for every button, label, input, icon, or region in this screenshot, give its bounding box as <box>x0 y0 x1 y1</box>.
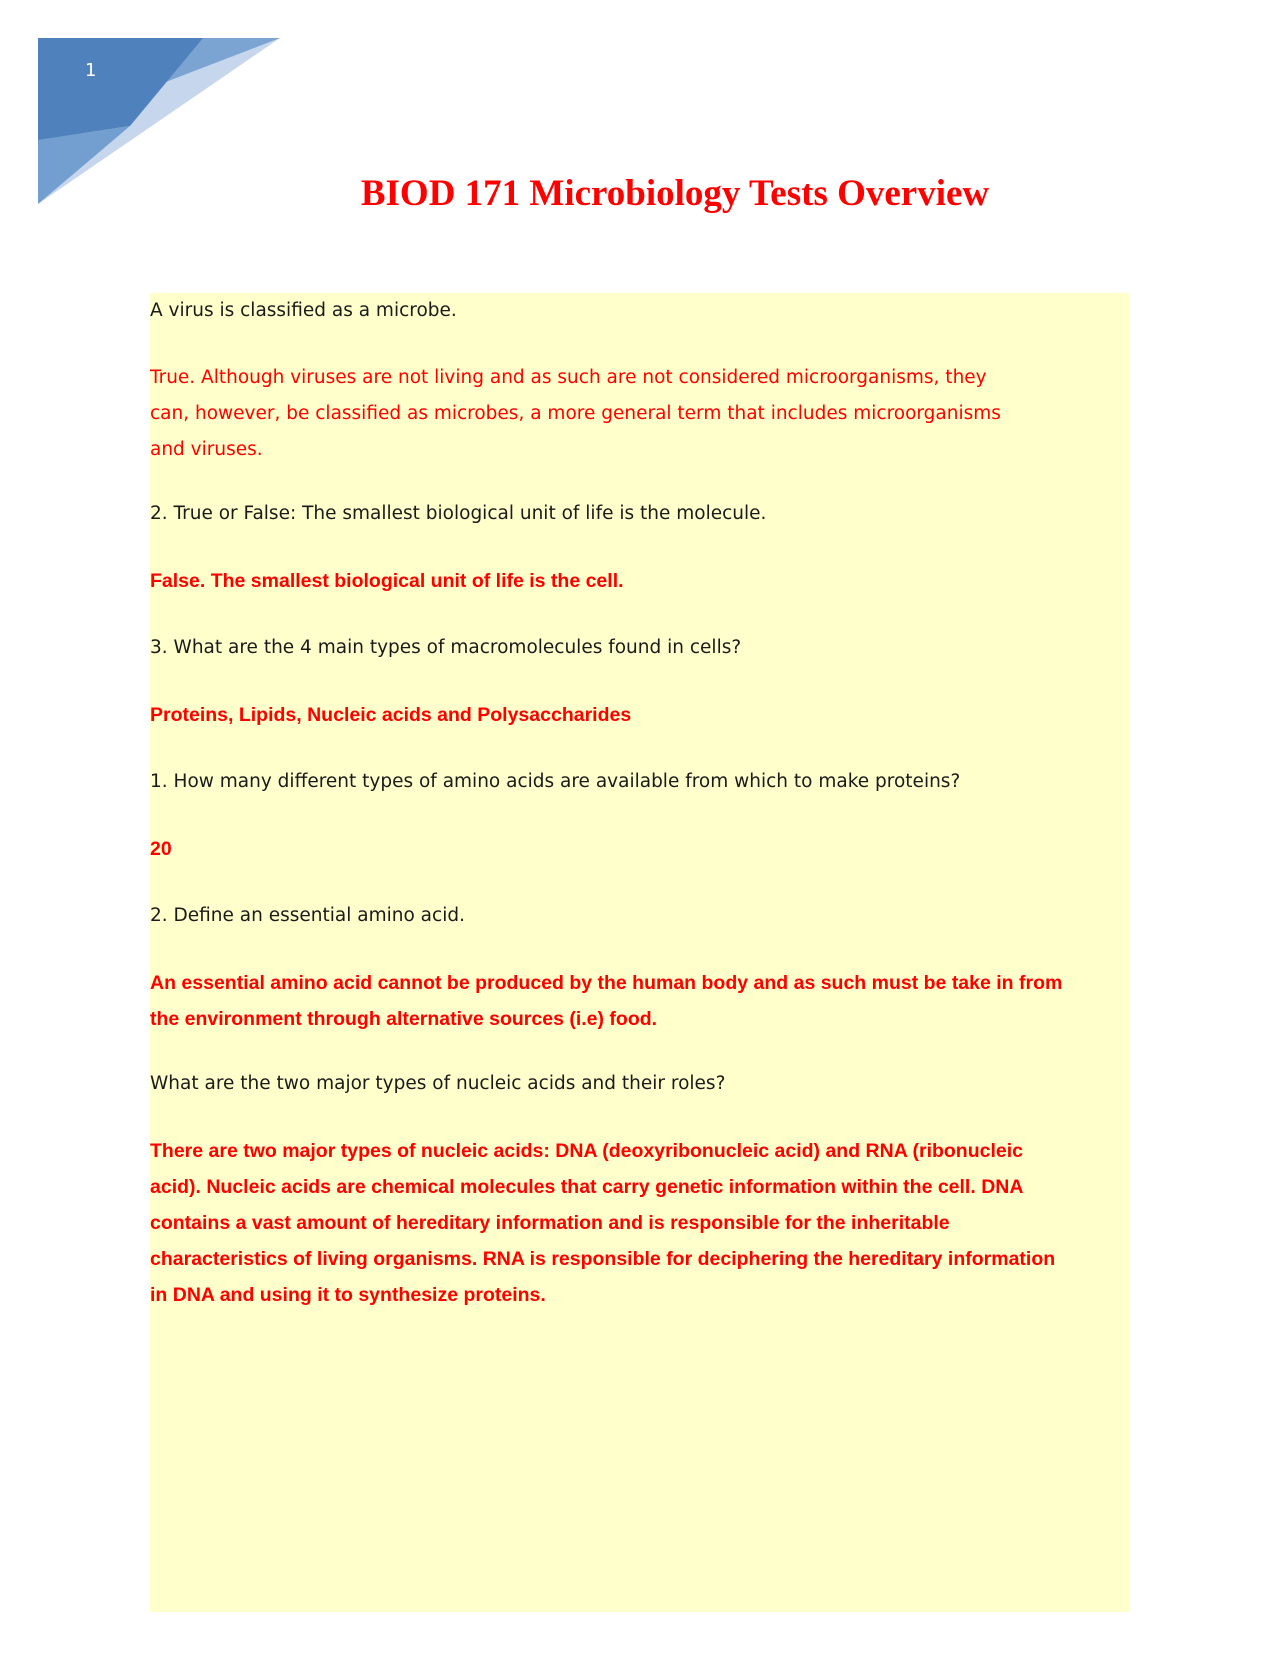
answer-line: the environment through alternative sources (i.e) food. <box>150 1008 658 1030</box>
answer-line: Proteins, Lipids, Nucleic acids and Polysaccharides <box>150 704 632 726</box>
qa-item-1 <box>150 293 1129 329</box>
answer-line: acid). Nucleic acids are chemical molecules that carry genetic information within the cell. DNA <box>150 1176 1024 1198</box>
answer-3 <box>150 697 1129 733</box>
page-title: BIOD 171 Microbiology Tests Overview <box>360 173 990 214</box>
content-highlight-box <box>150 293 1129 1612</box>
question: A virus is classified as a microbe. <box>150 300 457 321</box>
qa-item-5 <box>150 898 1129 934</box>
answer-line: True. Although viruses are not living and as such are not considered microorganisms, they <box>150 367 987 388</box>
page-number: 1 <box>85 60 97 81</box>
answer-6 <box>150 1133 1129 1313</box>
question: 2. True or False: The smallest biological unit of life is the molecule. <box>150 503 767 524</box>
answer-4 <box>150 831 1129 867</box>
answer-line: contains a vast amount of hereditary information and is responsible for the inheritable <box>150 1212 950 1234</box>
qa-item-3 <box>150 630 1129 666</box>
answer-line: and viruses. <box>150 439 263 460</box>
question: 3. What are the 4 main types of macromolecules found in cells? <box>150 637 742 658</box>
question: 1. How many different types of amino acids are available from which to make proteins? <box>150 771 961 792</box>
answer-line: An essential amino acid cannot be produced by the human body and as such must be take in from <box>150 972 1063 994</box>
question: What are the two major types of nucleic acids and their roles? <box>150 1073 726 1094</box>
answer-5 <box>150 965 1129 1037</box>
answer-line: characteristics of living organisms. RNA is responsible for deciphering the hereditary information <box>150 1248 1056 1270</box>
qa-item-6 <box>150 1066 1129 1102</box>
answer-line: in DNA and using it to synthesize proteins. <box>150 1284 546 1306</box>
answer-line: 20 <box>150 838 172 860</box>
answer-line: can, however, be classified as microbes, a more general term that includes microorganisms <box>150 403 1001 424</box>
answer-1 <box>150 360 1129 468</box>
answer-line: False. The smallest biological unit of life is the cell. <box>150 570 624 592</box>
qa-item-2 <box>150 496 1129 532</box>
answer-line: There are two major types of nucleic acids: DNA (deoxyribonucleic acid) and RNA (ribonucleic <box>150 1140 1023 1162</box>
qa-item-4 <box>150 764 1129 800</box>
answer-2 <box>150 563 1129 599</box>
question: 2. Define an essential amino acid. <box>150 905 465 926</box>
